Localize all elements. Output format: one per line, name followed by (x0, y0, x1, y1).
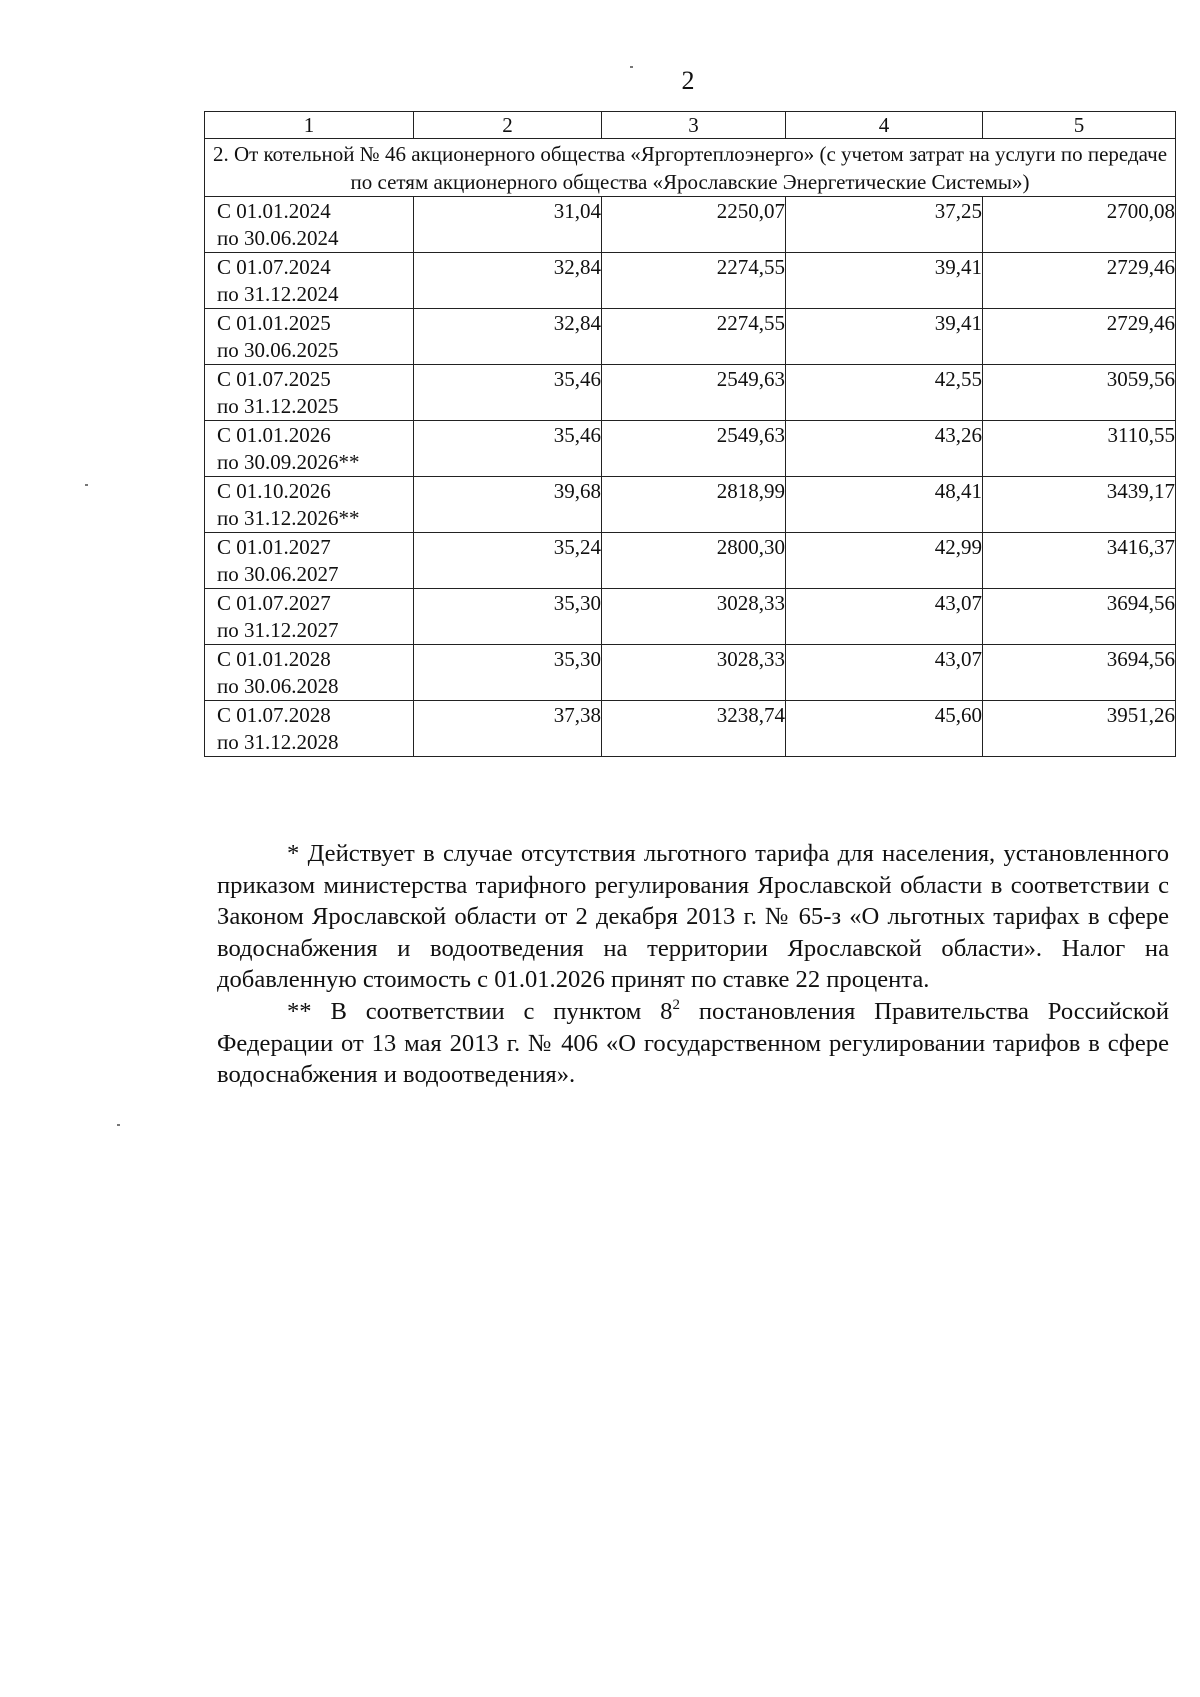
value-col-2: 39,68 (414, 477, 602, 533)
period-to: по 31.12.2025 (217, 394, 339, 418)
value-col-2: 32,84 (414, 253, 602, 309)
value-col-4: 43,07 (786, 645, 983, 701)
period-to: по 30.09.2026** (217, 450, 360, 474)
value-col-3: 3028,33 (602, 645, 786, 701)
period-from: С 01.01.2025 (217, 311, 331, 335)
value-col-3: 3238,74 (602, 701, 786, 757)
value-col-2: 35,30 (414, 589, 602, 645)
footnote-single-asterisk: * Действует в случае отсутствия льготного тарифа для населения, установленного приказом министерства тарифного регулирования Ярославской области в соответствии с Законом Ярославской области от 2 декабря 2013 г. № 65-з «О льготных тарифах в сфере водоснабжения и водоотведения на территории Ярославской области». Налог на добавленную стоимость с 01.01.2026 принят по ставке 22 процента. (217, 840, 1169, 994)
period-from: С 01.07.2025 (217, 367, 331, 391)
value-col-4: 39,41 (786, 309, 983, 365)
period-from: С 01.07.2028 (217, 703, 331, 727)
value-col-3: 2549,63 (602, 421, 786, 477)
table-row (205, 701, 1176, 757)
period-to: по 30.06.2024 (217, 226, 339, 250)
value-col-5: 2729,46 (983, 253, 1176, 309)
page-number-text: 2 (681, 66, 695, 95)
value-col-2: 35,30 (414, 645, 602, 701)
period-from: С 01.01.2026 (217, 423, 331, 447)
period-cell (205, 197, 414, 253)
period-cell (205, 421, 414, 477)
value-col-2: 35,24 (414, 533, 602, 589)
column-number-3: 3 (602, 112, 786, 139)
period-cell (205, 533, 414, 589)
scan-speck (630, 66, 633, 68)
table-row (205, 477, 1176, 533)
value-col-5: 3110,55 (983, 421, 1176, 477)
value-col-4: 48,41 (786, 477, 983, 533)
table-row (205, 589, 1176, 645)
value-col-2: 37,38 (414, 701, 602, 757)
period-from: С 01.07.2027 (217, 591, 331, 615)
period-to: по 30.06.2025 (217, 338, 339, 362)
table-row (205, 309, 1176, 365)
period-cell (205, 477, 414, 533)
period-to: по 30.06.2028 (217, 674, 339, 698)
value-col-5: 2729,46 (983, 309, 1176, 365)
footnote-double-asterisk-start: ** В соответствии с пунктом 8 (287, 997, 673, 1025)
value-col-3: 2250,07 (602, 197, 786, 253)
footnote-superscript: 2 (672, 996, 680, 1013)
period-to: по 31.12.2026** (217, 506, 360, 530)
scan-speck (85, 484, 88, 486)
table-row (205, 253, 1176, 309)
value-col-4: 39,41 (786, 253, 983, 309)
value-col-3: 2274,55 (602, 309, 786, 365)
table-row (205, 421, 1176, 477)
table-row (205, 645, 1176, 701)
value-col-5: 3439,17 (983, 477, 1176, 533)
column-number-5: 5 (983, 112, 1176, 139)
period-from: С 01.10.2026 (217, 479, 331, 503)
value-col-4: 43,26 (786, 421, 983, 477)
column-number-4: 4 (786, 112, 983, 139)
value-col-2: 32,84 (414, 309, 602, 365)
period-from: С 01.01.2028 (217, 647, 331, 671)
value-col-3: 2274,55 (602, 253, 786, 309)
table-row (205, 365, 1176, 421)
value-col-2: 31,04 (414, 197, 602, 253)
period-to: по 30.06.2027 (217, 562, 339, 586)
period-cell (205, 701, 414, 757)
value-col-5: 2700,08 (983, 197, 1176, 253)
column-number-1: 1 (205, 112, 414, 139)
column-number-row (205, 112, 1176, 139)
period-cell (205, 253, 414, 309)
value-col-5: 3416,37 (983, 533, 1176, 589)
table-row (205, 197, 1176, 253)
period-cell (205, 645, 414, 701)
value-col-5: 3059,56 (983, 365, 1176, 421)
period-to: по 31.12.2028 (217, 730, 339, 754)
period-from: С 01.01.2024 (217, 199, 331, 223)
tariff-table (204, 111, 1176, 757)
value-col-3: 3028,33 (602, 589, 786, 645)
period-cell (205, 365, 414, 421)
period-to: по 31.12.2024 (217, 282, 339, 306)
period-to: по 31.12.2027 (217, 618, 339, 642)
column-number-2: 2 (414, 112, 602, 139)
footnotes (217, 838, 1169, 1091)
page-number (0, 66, 1200, 96)
value-col-4: 42,55 (786, 365, 983, 421)
footnote-double-asterisk (217, 996, 1169, 1091)
section-caption: 2. От котельной № 46 акционерного общества «Яргортеплоэнерго» (с учетом затрат на услуги по передаче по сетям акционерного общества «Ярославские Энергетические Системы») (205, 139, 1176, 197)
period-cell (205, 309, 414, 365)
value-col-5: 3694,56 (983, 589, 1176, 645)
scan-speck (117, 1124, 120, 1126)
value-col-3: 2549,63 (602, 365, 786, 421)
value-col-3: 2800,30 (602, 533, 786, 589)
value-col-2: 35,46 (414, 365, 602, 421)
value-col-4: 43,07 (786, 589, 983, 645)
value-col-2: 35,46 (414, 421, 602, 477)
period-cell (205, 589, 414, 645)
value-col-5: 3951,26 (983, 701, 1176, 757)
value-col-4: 45,60 (786, 701, 983, 757)
period-from: С 01.07.2024 (217, 255, 331, 279)
value-col-4: 42,99 (786, 533, 983, 589)
table-row (205, 533, 1176, 589)
footnote-double-asterisk-end: постановления Правительства Российской Федерации от 13 мая 2013 г. № 406 «О государственном регулировании тарифов в сфере водоснабжения и водоотведения». (217, 997, 1169, 1089)
value-col-3: 2818,99 (602, 477, 786, 533)
value-col-5: 3694,56 (983, 645, 1176, 701)
section-caption-row (205, 139, 1176, 197)
value-col-4: 37,25 (786, 197, 983, 253)
period-from: С 01.01.2027 (217, 535, 331, 559)
